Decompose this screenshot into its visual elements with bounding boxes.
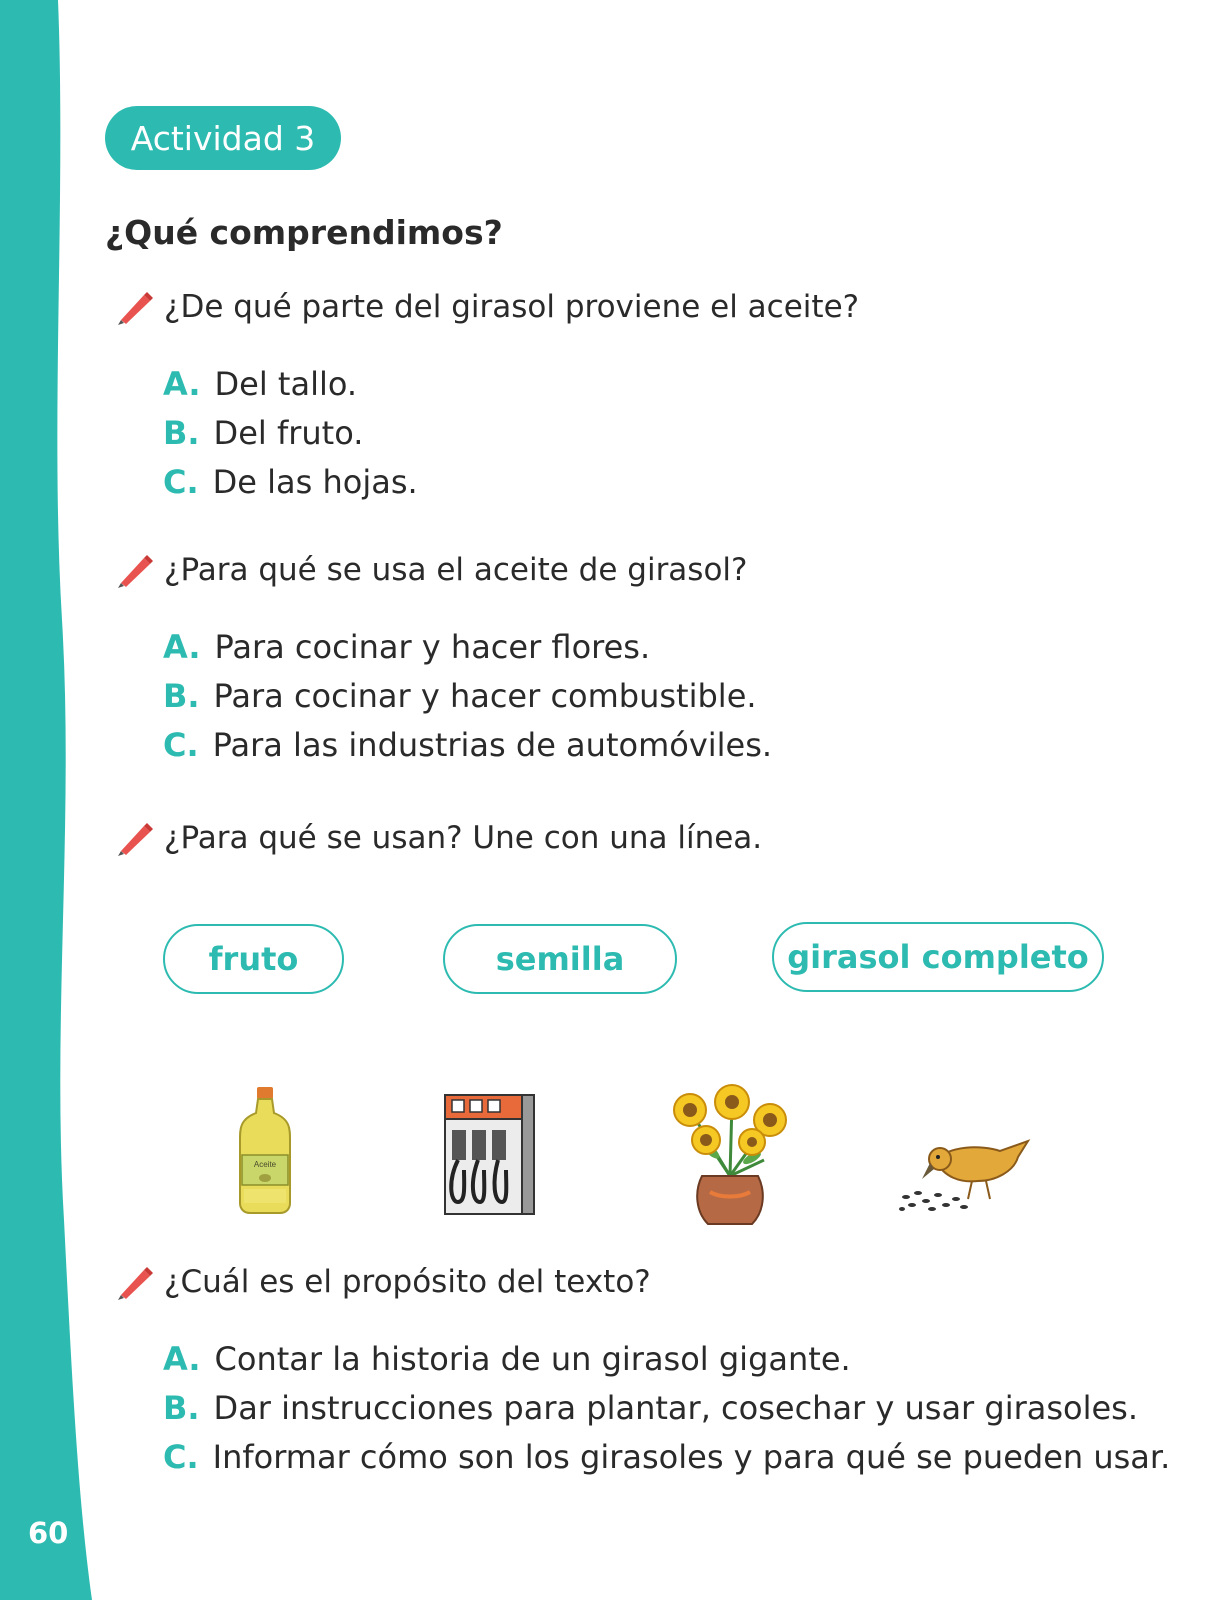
option-letter: B. [163,414,200,452]
options-4 [163,1335,1170,1482]
option-text: Informar cómo son los girasoles y para qué se pueden usar. [212,1438,1171,1476]
option-a[interactable] [163,360,418,409]
question-text: ¿De qué parte del girasol proviene el aceite? [164,289,860,325]
option-b[interactable] [163,409,418,458]
oil-bottle-illustration[interactable] [230,1085,300,1215]
pencil-icon [114,287,154,327]
option-text: De las hojas. [212,463,418,501]
side-band [0,0,100,1600]
activity-badge: Actividad 3 [105,106,341,170]
fuel-pump-illustration[interactable] [440,1090,540,1220]
pencil-icon [114,1262,154,1302]
option-text: Para las industrias de automóviles. [212,726,773,764]
option-letter: C. [163,463,199,501]
option-letter: B. [163,1389,200,1427]
option-text: Contar la historia de un girasol gigante. [214,1340,851,1378]
pencil-icon [114,818,154,858]
option-text: Dar instrucciones para plantar, cosechar y usar girasoles. [213,1389,1139,1427]
option-letter: A. [163,365,201,403]
bottle-label: Aceite [253,1160,277,1169]
word-box-fruto[interactable]: fruto [163,924,344,994]
options-2 [163,623,772,770]
option-c[interactable] [163,1433,1170,1482]
question-2 [114,550,748,590]
question-text: ¿Para qué se usa el aceite de girasol? [164,552,748,588]
option-text: Para cocinar y hacer combustible. [213,677,757,715]
option-text: Para cocinar y hacer flores. [214,628,651,666]
option-letter: C. [163,1438,199,1476]
question-text: ¿Cuál es el propósito del texto? [164,1264,651,1300]
option-letter: B. [163,677,200,715]
option-c[interactable] [163,458,418,507]
word-box-semilla[interactable]: semilla [443,924,677,994]
question-text: ¿Para qué se usan? Une con una línea. [164,820,763,856]
option-letter: A. [163,628,201,666]
options-1 [163,360,418,507]
pencil-icon [114,550,154,590]
option-c[interactable] [163,721,772,770]
option-a[interactable] [163,1335,1170,1384]
question-4 [114,1262,651,1302]
option-text: Del fruto. [213,414,364,452]
question-3 [114,818,762,858]
page-number: 60 [28,1516,69,1550]
option-letter: C. [163,726,199,764]
option-b[interactable] [163,672,772,721]
option-text: Del tallo. [214,365,358,403]
option-letter: A. [163,1340,201,1378]
section-title: ¿Qué comprendimos? [105,213,503,252]
bird-eating-seeds-illustration[interactable] [896,1125,1036,1215]
option-b[interactable] [163,1384,1170,1433]
word-box-girasol-completo[interactable]: girasol completo [772,922,1104,992]
question-1 [114,287,859,327]
option-a[interactable] [163,623,772,672]
sunflower-vase-illustration[interactable] [660,1080,800,1228]
